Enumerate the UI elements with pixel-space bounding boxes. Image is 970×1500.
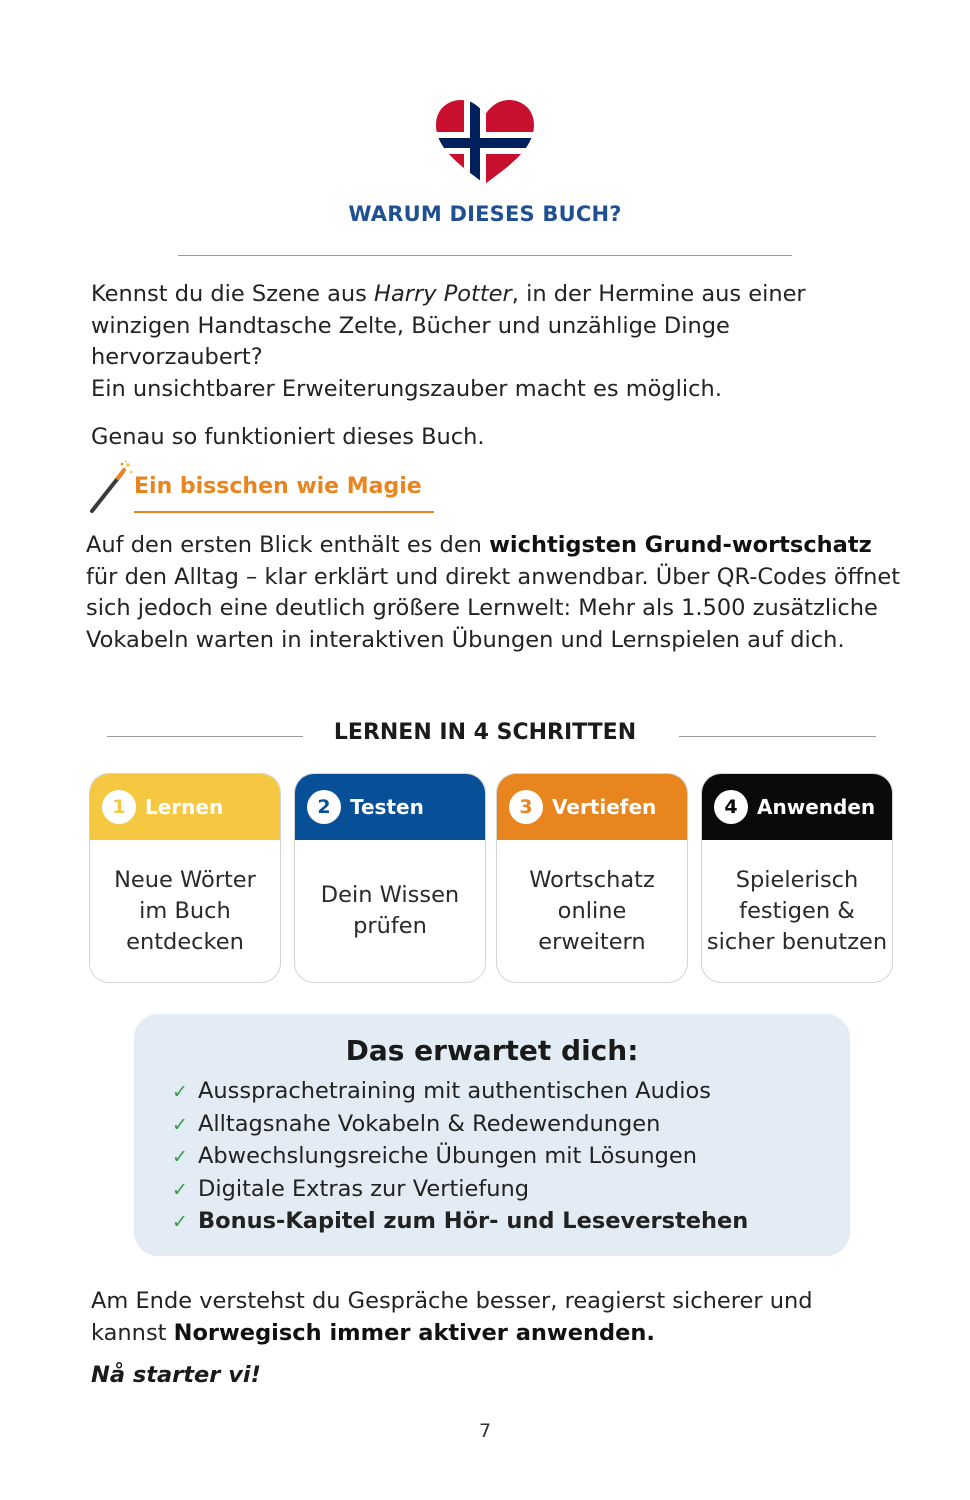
step-number-badge: 4 bbox=[714, 790, 748, 824]
step-title: Anwenden bbox=[757, 795, 876, 819]
magic-wand-icon bbox=[88, 460, 134, 516]
body-text-cont: für den Alltag – klar erklärt und direkt anwendbar. Über QR-Codes öffnet sich jedoch eine deutlich größere Lernwelt: Mehr als 1.500 zusätzliche Vokabeln warten in interaktiven Übungen und Lernspielen auf dich. bbox=[86, 563, 901, 653]
intro-book-title: Harry Potter bbox=[374, 281, 512, 307]
steps-divider-right bbox=[679, 736, 876, 737]
body-text: Auf den ersten Blick enthält es den bbox=[86, 532, 490, 558]
section-title: WARUM DIESES BUCH? bbox=[348, 202, 622, 226]
magic-underline bbox=[134, 511, 434, 513]
step-title: Testen bbox=[350, 795, 424, 819]
step-card-header bbox=[90, 774, 280, 840]
body-paragraph bbox=[86, 530, 906, 656]
step-title: Vertiefen bbox=[552, 795, 657, 819]
step-card-1 bbox=[89, 773, 281, 983]
page-number: 7 bbox=[478, 1420, 492, 1442]
intro-paragraph-2: Genau so funktioniert dieses Buch. bbox=[91, 424, 485, 450]
magic-heading bbox=[88, 460, 448, 516]
outro-bold-text: Norwegisch immer aktiver anwenden. bbox=[173, 1319, 655, 1346]
check-icon: ✓ bbox=[172, 1211, 188, 1233]
list-item: ✓ Digitale Extras zur Vertiefung bbox=[172, 1174, 748, 1207]
intro-paragraph bbox=[91, 279, 891, 405]
list-item: ✓ Aussprachetraining mit authentischen Audios bbox=[172, 1076, 748, 1109]
list-item: ✓ Abwechslungsreiche Übungen mit Lösungen bbox=[172, 1141, 748, 1174]
step-description: Neue Wörter im Buch entdecken bbox=[114, 866, 256, 955]
steps-title: LERNEN IN 4 SCHRITTEN bbox=[333, 720, 637, 745]
step-card-header bbox=[295, 774, 485, 840]
outro-paragraph bbox=[91, 1286, 891, 1349]
step-card-4 bbox=[701, 773, 893, 983]
outro-text: Am Ende verstehst du Gespräche besser, reagierst sicherer und kannst bbox=[91, 1288, 813, 1346]
title-divider bbox=[178, 255, 792, 256]
expect-title: Das erwartet dich: bbox=[345, 1034, 639, 1067]
step-number-badge: 1 bbox=[102, 790, 136, 824]
step-card-3 bbox=[496, 773, 688, 983]
step-card-header bbox=[702, 774, 892, 840]
check-icon: ✓ bbox=[172, 1146, 188, 1168]
intro-text: Kennst du die Szene aus bbox=[91, 281, 375, 307]
step-card-header bbox=[497, 774, 687, 840]
expect-box bbox=[134, 1014, 850, 1256]
step-title: Lernen bbox=[145, 795, 224, 819]
check-icon: ✓ bbox=[172, 1178, 188, 1201]
check-icon: ✓ bbox=[172, 1113, 188, 1136]
intro-text-cont: , in der Hermine aus einer winzigen Handtasche Zelte, Bücher und unzählige Dinge hervorzaubert? bbox=[91, 281, 806, 370]
step-card-2 bbox=[294, 773, 486, 983]
intro-line2: Ein unsichtbarer Erweiterungszauber macht es möglich. bbox=[91, 375, 722, 402]
closing-phrase: Nå starter vi! bbox=[91, 1362, 261, 1388]
expect-list bbox=[172, 1076, 748, 1239]
step-number-badge: 2 bbox=[307, 790, 341, 824]
list-item: ✓ Bonus-Kapitel zum Hör- und Leseverstehen bbox=[172, 1206, 748, 1239]
step-description: Wortschatz online erweitern bbox=[529, 866, 655, 955]
body-bold-text: wichtigsten Grund-wortschatz bbox=[489, 532, 872, 558]
step-number-badge: 3 bbox=[509, 790, 543, 824]
magic-heading-text: Ein bisschen wie Magie bbox=[134, 474, 422, 499]
step-description: Spielerisch festigen & sicher benutzen bbox=[706, 866, 888, 955]
norway-flag-heart-icon bbox=[434, 98, 536, 186]
list-item: ✓ Alltagsnahe Vokabeln & Redewendungen bbox=[172, 1109, 748, 1142]
step-description: Dein Wissen prüfen bbox=[320, 882, 460, 939]
check-icon: ✓ bbox=[172, 1081, 188, 1103]
